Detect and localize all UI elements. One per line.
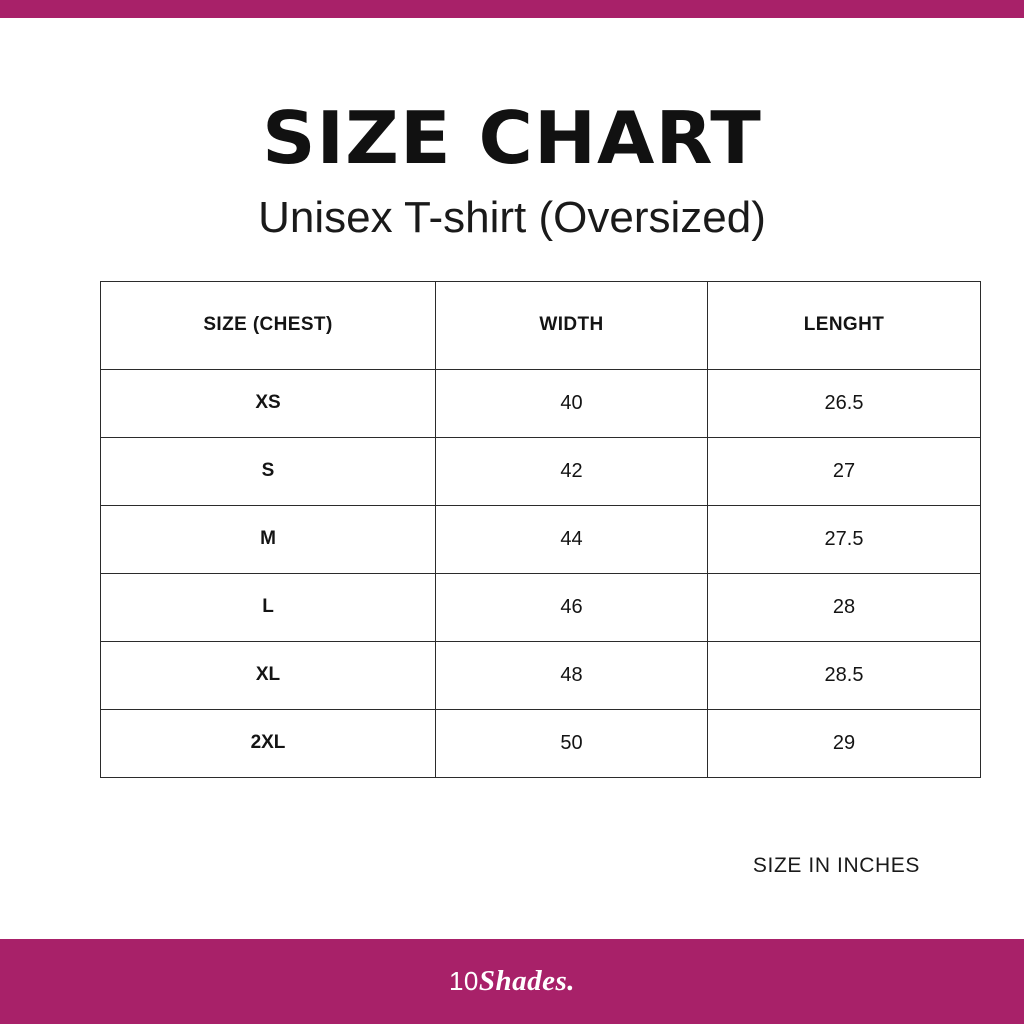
- cell-size: XL: [101, 641, 436, 709]
- brand-logo: [449, 965, 575, 998]
- cell-width: 48: [436, 641, 708, 709]
- top-accent-band: [0, 0, 1024, 18]
- table-header-row: [101, 281, 981, 369]
- column-header-length: LENGHT: [708, 281, 981, 369]
- table-row: [101, 437, 981, 505]
- column-header-size: SIZE (CHEST): [101, 281, 436, 369]
- page-subtitle: Unisex T-shirt (Oversized): [258, 193, 766, 243]
- cell-length: 26.5: [708, 369, 981, 437]
- table-row: [101, 369, 981, 437]
- cell-size: S: [101, 437, 436, 505]
- cell-width: 40: [436, 369, 708, 437]
- brand-number: 10: [448, 966, 479, 996]
- cell-size: L: [101, 573, 436, 641]
- cell-length: 29: [708, 709, 981, 777]
- cell-length: 27: [708, 437, 981, 505]
- table-row: [101, 573, 981, 641]
- cell-width: 50: [436, 709, 708, 777]
- cell-width: 44: [436, 505, 708, 573]
- cell-width: 42: [436, 437, 708, 505]
- cell-length: 28.5: [708, 641, 981, 709]
- cell-size: 2XL: [101, 709, 436, 777]
- size-table-body: [101, 369, 981, 777]
- cell-length: 27.5: [708, 505, 981, 573]
- cell-length: 28: [708, 573, 981, 641]
- table-row: [101, 709, 981, 777]
- size-table-head: [101, 281, 981, 369]
- page-title: SIZE CHART: [262, 96, 762, 180]
- cell-width: 46: [436, 573, 708, 641]
- size-table-wrapper: [100, 281, 924, 778]
- size-table: [100, 281, 981, 778]
- page-content: [0, 18, 1024, 939]
- table-row: [101, 505, 981, 573]
- cell-size: M: [101, 505, 436, 573]
- column-header-width: WIDTH: [436, 281, 708, 369]
- cell-size: XS: [101, 369, 436, 437]
- brand-word: Shades.: [478, 965, 576, 997]
- bottom-accent-band: [0, 939, 1024, 1024]
- table-row: [101, 641, 981, 709]
- units-note: SIZE IN INCHES: [752, 853, 920, 877]
